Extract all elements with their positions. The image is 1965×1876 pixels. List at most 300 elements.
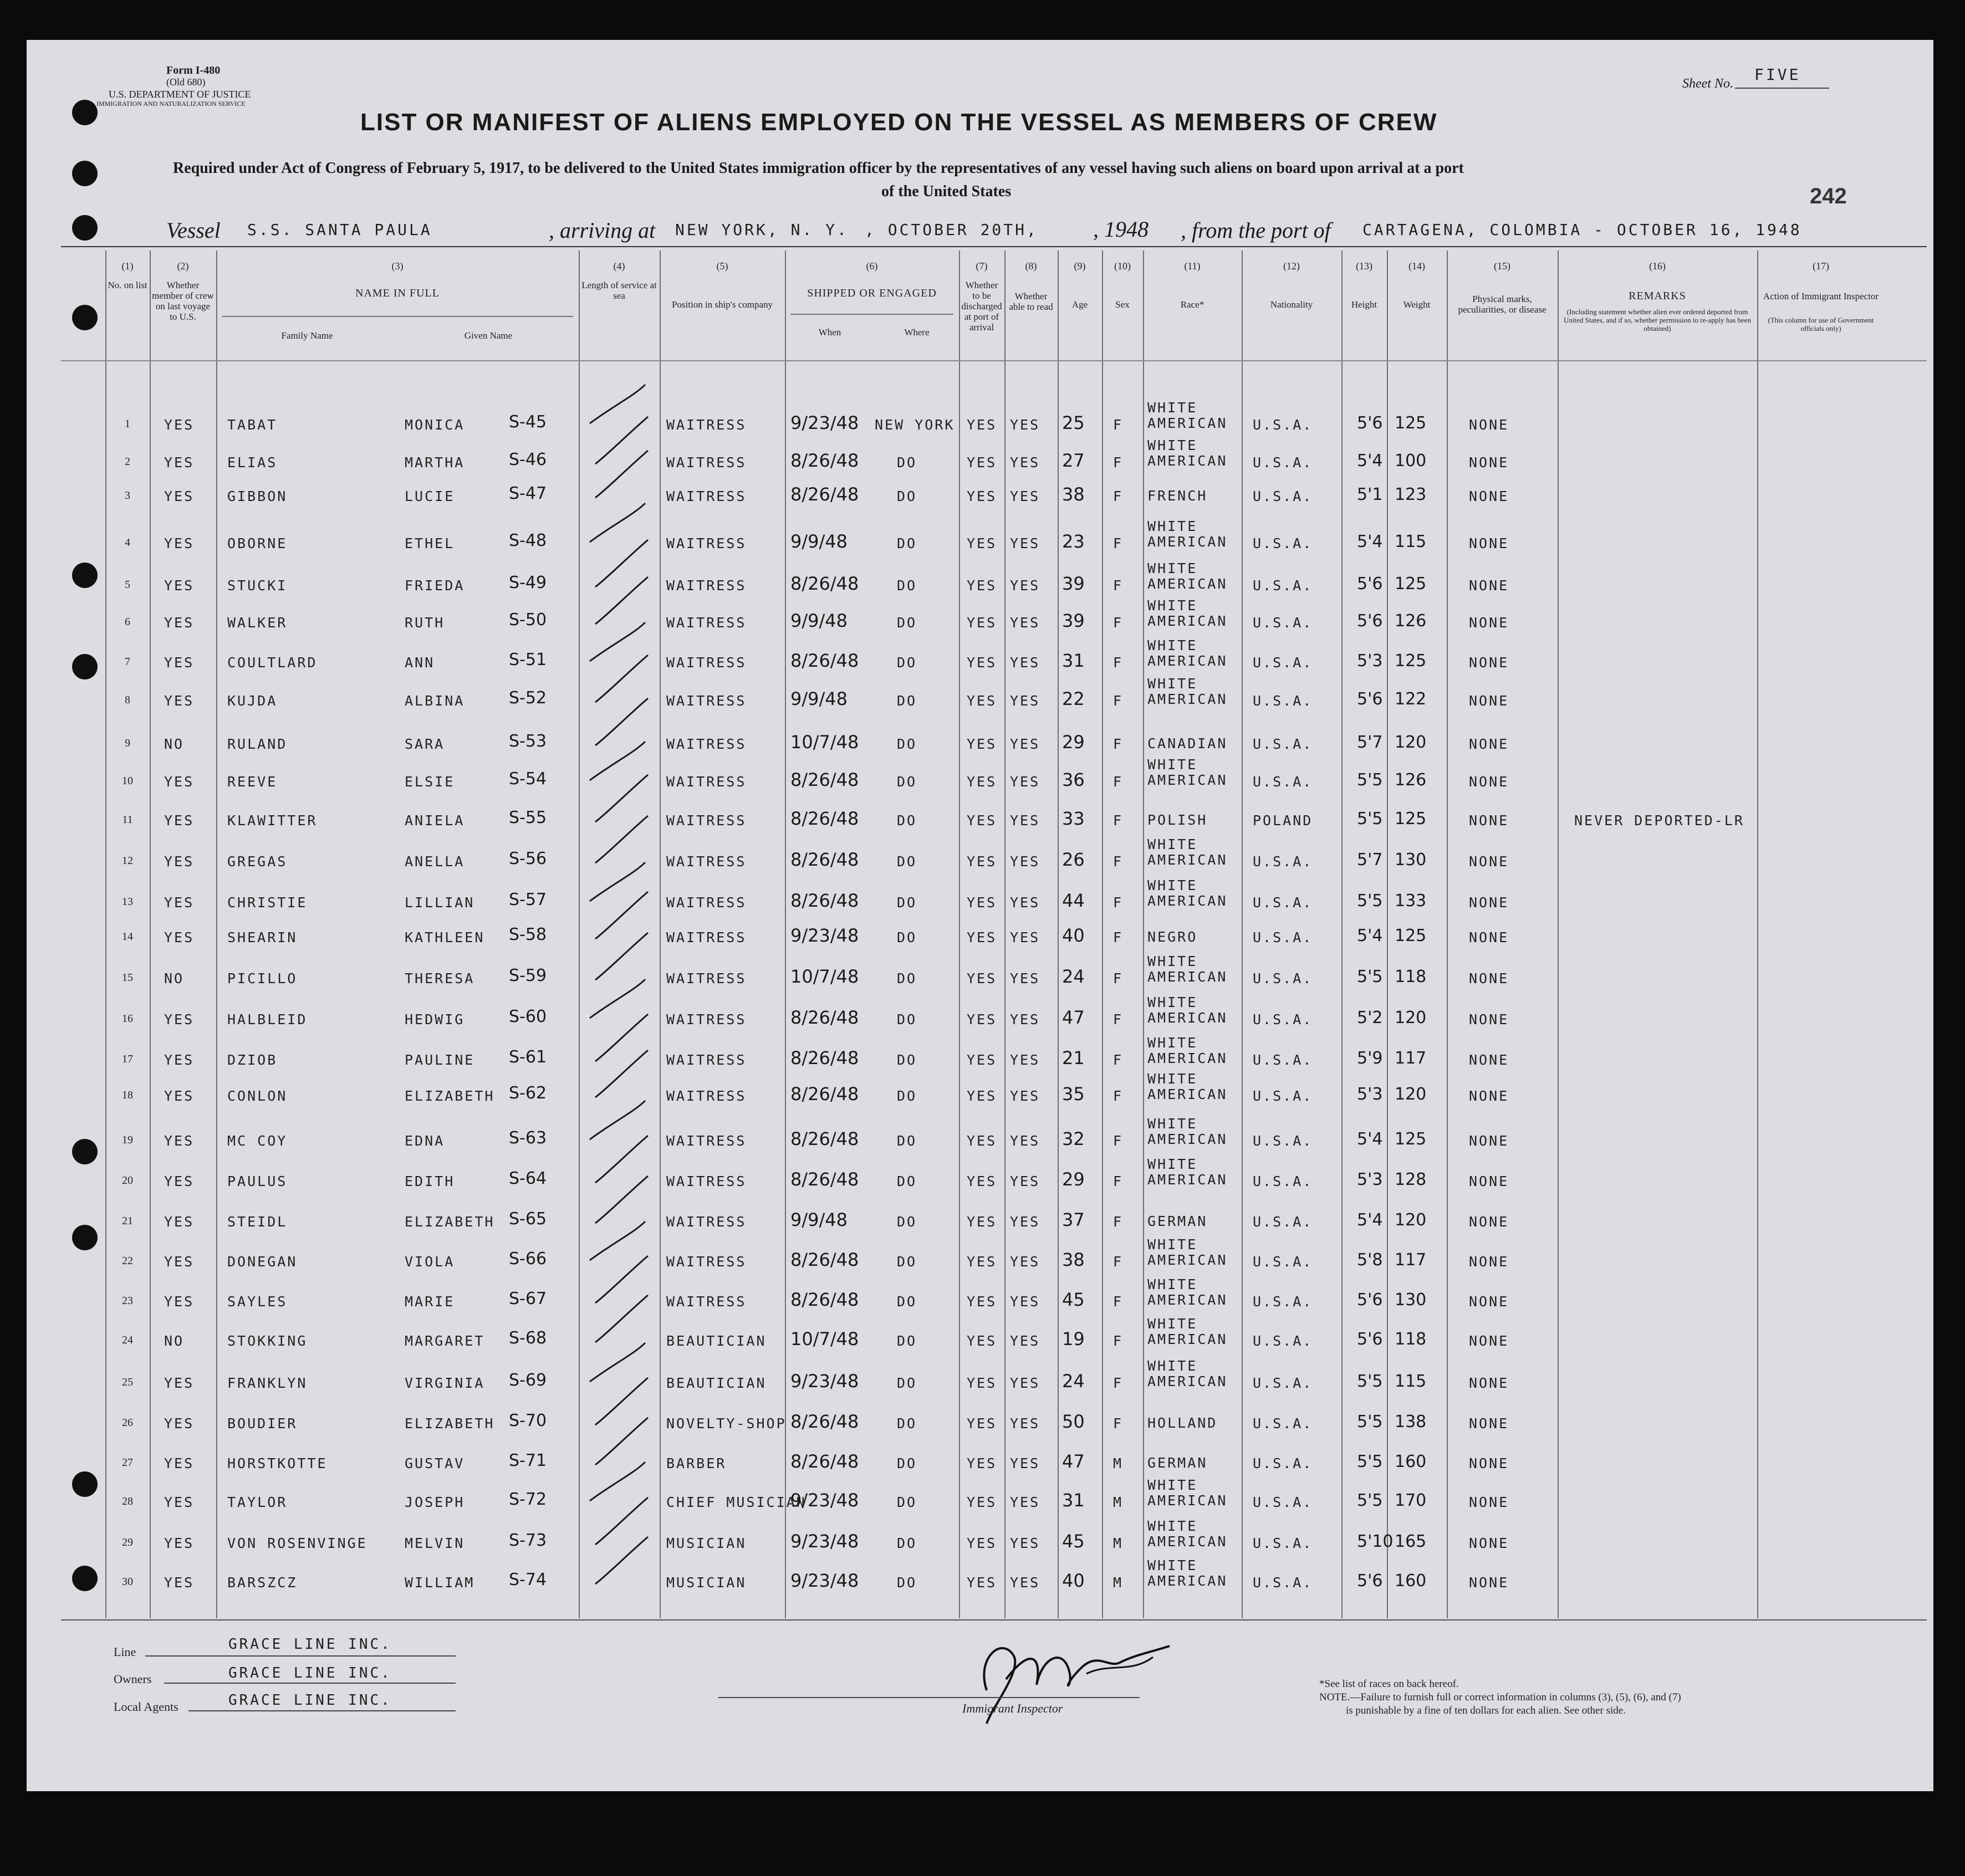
column-heading: Race*	[1180, 299, 1204, 310]
given-name: EDITH	[405, 1173, 455, 1189]
discharged: YES	[967, 1214, 997, 1230]
family-name: CONLON	[227, 1088, 288, 1104]
prev-voyage: YES	[164, 417, 195, 433]
column-number: (8)	[1025, 260, 1037, 272]
height: 5'5	[1357, 1372, 1383, 1391]
shipped-where: DO	[897, 736, 917, 752]
physical-marks: NONE	[1469, 1088, 1509, 1104]
sex: F	[1113, 1415, 1124, 1432]
service-pen-stroke	[590, 622, 645, 661]
age: 31	[1062, 650, 1085, 671]
service-pen-stroke	[590, 1343, 645, 1382]
race: WHITE AMERICAN	[1147, 560, 1228, 592]
family-name: COULTLARD	[227, 655, 318, 671]
physical-marks: NONE	[1469, 894, 1509, 911]
prev-voyage: YES	[164, 894, 195, 911]
shipped-where: DO	[897, 1333, 917, 1349]
sex: F	[1113, 774, 1124, 790]
able-to-read: YES	[1010, 693, 1040, 709]
column-rule	[1558, 251, 1559, 1618]
race: WHITE AMERICAN	[1147, 1316, 1228, 1347]
able-to-read: YES	[1010, 1088, 1040, 1104]
shipped-when: 9/23/48	[790, 1490, 859, 1511]
race: WHITE AMERICAN	[1147, 756, 1228, 788]
weight: 125	[1395, 651, 1427, 671]
age: 25	[1062, 412, 1085, 433]
weight: 130	[1395, 850, 1427, 870]
service-pen-stroke	[590, 1462, 645, 1501]
weight: 120	[1395, 1210, 1427, 1230]
shipped-where: DO	[897, 1535, 917, 1551]
age: 47	[1062, 1451, 1085, 1472]
crew-code: S-56	[509, 849, 547, 868]
age: 50	[1062, 1411, 1085, 1432]
sheet-label: Sheet No.	[1682, 76, 1733, 91]
given-name: GUSTAV	[405, 1455, 465, 1471]
crew-code: S-70	[509, 1411, 547, 1430]
family-name: PICILLO	[227, 970, 298, 986]
inspector-signature	[953, 1624, 1186, 1735]
sex: F	[1113, 1294, 1124, 1310]
nationality: U.S.A.	[1253, 1575, 1313, 1591]
column-heading: Physical marks, peculiarities, or disease	[1458, 294, 1547, 315]
column-heading: Position in ship's company	[671, 299, 773, 310]
position: BARBER	[666, 1455, 727, 1471]
sex: F	[1113, 1254, 1124, 1270]
shipped-where: DO	[897, 929, 917, 945]
crew-code: S-63	[509, 1128, 547, 1148]
column-heading: Height	[1351, 299, 1377, 310]
position: WAITRESS	[666, 577, 747, 594]
discharged: YES	[967, 655, 997, 671]
nationality: U.S.A.	[1253, 488, 1313, 504]
physical-marks: NONE	[1469, 1333, 1509, 1349]
race: WHITE AMERICAN	[1147, 518, 1228, 550]
discharged: YES	[967, 1333, 997, 1349]
row-number: 21	[122, 1215, 133, 1227]
height: 5'10	[1357, 1532, 1394, 1551]
weight: 115	[1395, 532, 1427, 551]
column-number: (16)	[1649, 260, 1666, 272]
weight: 115	[1395, 1372, 1427, 1391]
punch-hole	[72, 1566, 98, 1591]
physical-marks: NONE	[1469, 774, 1509, 790]
discharged: YES	[967, 1294, 997, 1310]
row-number: 15	[122, 972, 133, 984]
crew-code: S-59	[509, 966, 547, 985]
row-number: 29	[122, 1536, 133, 1548]
column-heading: Sex	[1115, 299, 1130, 310]
able-to-read: YES	[1010, 1415, 1040, 1432]
family-name: DZIOB	[227, 1052, 278, 1068]
prev-voyage: YES	[164, 1494, 195, 1510]
remarks: NEVER DEPORTED-LR	[1574, 812, 1744, 829]
crew-code: S-46	[509, 450, 547, 469]
row-number: 22	[122, 1255, 133, 1267]
crew-code: S-48	[509, 531, 547, 550]
position: WAITRESS	[666, 812, 747, 829]
position: WAITRESS	[666, 774, 747, 790]
shipped-where: DO	[897, 1088, 917, 1104]
race: WHITE AMERICAN	[1147, 994, 1228, 1026]
service-pen-stroke	[595, 1537, 648, 1584]
discharged: YES	[967, 1455, 997, 1471]
age: 40	[1062, 925, 1085, 946]
row-number: 3	[125, 489, 130, 502]
able-to-read: YES	[1010, 454, 1040, 471]
race: WHITE AMERICAN	[1147, 400, 1228, 431]
prev-voyage: YES	[164, 1254, 195, 1270]
column-rule	[1387, 251, 1388, 1618]
heading-sub-rule	[790, 314, 953, 315]
shipped-where: DO	[897, 1133, 917, 1149]
shipped-when: 8/26/48	[790, 1007, 859, 1028]
nationality: U.S.A.	[1253, 1011, 1313, 1028]
given-name: ELIZABETH	[405, 1088, 495, 1104]
physical-marks: NONE	[1469, 1575, 1509, 1591]
arriving-port: NEW YORK, N. Y.	[675, 221, 849, 239]
shipped-when: 9/9/48	[790, 531, 848, 552]
discharged: YES	[967, 1575, 997, 1591]
position: WAITRESS	[666, 894, 747, 911]
shipped-when: 9/9/48	[790, 688, 848, 709]
position: MUSICIAN	[666, 1535, 747, 1551]
family-name: CHRISTIE	[227, 894, 308, 911]
shipped-where: DO	[897, 1173, 917, 1189]
row-number: 23	[122, 1295, 133, 1307]
able-to-read: YES	[1010, 1535, 1040, 1551]
position: WAITRESS	[666, 417, 747, 433]
physical-marks: NONE	[1469, 929, 1509, 945]
weight: 130	[1395, 1290, 1427, 1310]
column-number: (13)	[1356, 260, 1372, 272]
race: WHITE AMERICAN	[1147, 676, 1228, 707]
given-name: HEDWIG	[405, 1011, 465, 1028]
shipped-when: 9/23/48	[790, 925, 859, 946]
sex: F	[1113, 894, 1124, 911]
nationality: U.S.A.	[1253, 894, 1313, 911]
punch-hole	[72, 563, 98, 588]
given-name: EDNA	[405, 1133, 445, 1149]
prev-voyage: YES	[164, 1415, 195, 1432]
shipped-when: 8/26/48	[790, 484, 859, 505]
given-name: THERESA	[405, 970, 475, 986]
discharged: YES	[967, 417, 997, 433]
sheet-underline	[1735, 88, 1829, 89]
position: WAITRESS	[666, 736, 747, 752]
column-number: (14)	[1408, 260, 1425, 272]
prev-voyage: YES	[164, 488, 195, 504]
family-name: GREGAS	[227, 853, 288, 870]
height: 5'9	[1357, 1049, 1383, 1068]
row-number: 28	[122, 1495, 133, 1507]
prev-voyage: YES	[164, 812, 195, 829]
discharged: YES	[967, 774, 997, 790]
weight: 125	[1395, 413, 1427, 433]
departure-port: CARTAGENA, COLOMBIA - OCTOBER 16, 1948	[1362, 221, 1802, 239]
given-name: WILLIAM	[405, 1575, 475, 1591]
prev-voyage: YES	[164, 655, 195, 671]
given-name: MARTHA	[405, 454, 465, 471]
able-to-read: YES	[1010, 736, 1040, 752]
given-name-heading: Given Name	[464, 330, 513, 341]
height: 5'5	[1357, 1491, 1383, 1510]
column-number: (9)	[1074, 260, 1086, 272]
shipped-where: DO	[897, 655, 917, 671]
sex: F	[1113, 535, 1124, 551]
line-value: GRACE LINE INC.	[228, 1636, 392, 1653]
family-name: REEVE	[227, 774, 278, 790]
given-name: ANIELA	[405, 812, 465, 829]
height: 5'2	[1357, 1008, 1383, 1028]
row-number: 8	[125, 694, 130, 706]
owners-value: GRACE LINE INC.	[228, 1665, 392, 1681]
shipped-when: 9/23/48	[790, 1570, 859, 1591]
prev-voyage: YES	[164, 1214, 195, 1230]
column-heading: Weight	[1403, 299, 1431, 310]
given-name: ANN	[405, 655, 435, 671]
weight: 138	[1395, 1412, 1427, 1432]
shipped-when: 8/26/48	[790, 769, 859, 790]
age: 39	[1062, 573, 1085, 594]
race: WHITE AMERICAN	[1147, 1477, 1228, 1509]
discharged: YES	[967, 535, 997, 551]
sex: F	[1113, 1011, 1124, 1028]
weight: 126	[1395, 770, 1427, 790]
discharged: YES	[967, 693, 997, 709]
prev-voyage: YES	[164, 535, 195, 551]
discharged: YES	[967, 1011, 997, 1028]
sex: F	[1113, 693, 1124, 709]
vessel-name: S.S. SANTA PAULA	[247, 221, 432, 239]
crew-code: S-52	[509, 688, 547, 708]
crew-code: S-71	[509, 1451, 547, 1470]
service-name: IMMIGRATION AND NATURALIZATION SERVICE	[96, 100, 246, 108]
given-name: MARGARET	[405, 1333, 485, 1349]
age: 31	[1062, 1490, 1085, 1511]
position: MUSICIAN	[666, 1575, 747, 1591]
able-to-read: YES	[1010, 655, 1040, 671]
age: 45	[1062, 1531, 1085, 1552]
physical-marks: NONE	[1469, 535, 1509, 551]
row-number: 13	[122, 896, 133, 908]
service-pen-stroke	[595, 577, 648, 624]
department: U.S. DEPARTMENT OF JUSTICE	[109, 89, 251, 100]
nationality: U.S.A.	[1253, 1375, 1313, 1391]
nationality: U.S.A.	[1253, 1088, 1313, 1104]
physical-marks: NONE	[1469, 1254, 1509, 1270]
able-to-read: YES	[1010, 929, 1040, 945]
weight: 160	[1395, 1452, 1427, 1471]
shipped-when: 9/9/48	[790, 610, 848, 631]
column-heading: SHIPPED OR ENGAGED	[807, 287, 937, 299]
height: 5'5	[1357, 891, 1383, 911]
crew-code: S-61	[509, 1047, 547, 1067]
nationality: U.S.A.	[1253, 454, 1313, 471]
race: FRENCH	[1147, 488, 1208, 504]
service-pen-stroke	[590, 385, 645, 423]
footer-rule	[61, 1619, 1927, 1621]
position: WAITRESS	[666, 1173, 747, 1189]
position: WAITRESS	[666, 1088, 747, 1104]
position: WAITRESS	[666, 1011, 747, 1028]
able-to-read: YES	[1010, 1294, 1040, 1310]
sex: M	[1113, 1494, 1124, 1510]
prev-voyage: YES	[164, 929, 195, 945]
crew-code: S-62	[509, 1083, 547, 1103]
family-name: GIBBON	[227, 488, 288, 504]
age: 44	[1062, 890, 1085, 911]
nationality: U.S.A.	[1253, 1294, 1313, 1310]
shipped-where: NEW YORK	[875, 417, 955, 433]
shipped-where: DO	[897, 1011, 917, 1028]
prev-voyage: YES	[164, 1375, 195, 1391]
discharged: YES	[967, 1133, 997, 1149]
agents-label: Local Agents	[114, 1700, 178, 1714]
race: WHITE AMERICAN	[1147, 1358, 1228, 1389]
given-name: SARA	[405, 736, 445, 752]
service-pen-stroke	[595, 1418, 648, 1465]
crew-code: S-64	[509, 1169, 547, 1188]
able-to-read: YES	[1010, 1214, 1040, 1230]
shipped-where: DO	[897, 693, 917, 709]
able-to-read: YES	[1010, 577, 1040, 594]
column-rule	[959, 251, 960, 1618]
column-heading: Nationality	[1270, 299, 1313, 310]
age: 23	[1062, 531, 1085, 552]
physical-marks: NONE	[1469, 1535, 1509, 1551]
service-pen-stroke	[590, 979, 645, 1018]
nationality: U.S.A.	[1253, 1494, 1313, 1510]
prev-voyage: YES	[164, 1294, 195, 1310]
service-pen-stroke	[595, 655, 648, 702]
remarks-note: (Including statement whether alien ever ordered deported from United States, and if so, whether permission to re-apply has been obtained)	[1564, 308, 1751, 333]
sex: F	[1113, 736, 1124, 752]
crew-code: S-49	[509, 573, 547, 592]
position: CHIEF MUSICIAN	[666, 1494, 807, 1510]
sex: F	[1113, 454, 1124, 471]
physical-marks: NONE	[1469, 693, 1509, 709]
races-note: *See list of races on back hereof.	[1319, 1678, 1459, 1690]
family-name: STUCKI	[227, 577, 288, 594]
service-pen-stroke	[595, 540, 648, 587]
shipped-when: 8/26/48	[790, 1249, 859, 1270]
row-number: 14	[122, 931, 133, 943]
discharged: YES	[967, 1052, 997, 1068]
shipped-when: 8/26/48	[790, 650, 859, 671]
nationality: U.S.A.	[1253, 1254, 1313, 1270]
nationality: U.S.A.	[1253, 1455, 1313, 1471]
sex: F	[1113, 853, 1124, 870]
race: WHITE AMERICAN	[1147, 637, 1228, 669]
heading-sub-rule	[222, 316, 573, 317]
row-number: 19	[122, 1134, 133, 1146]
weight: 118	[1395, 967, 1427, 986]
weight: 165	[1395, 1532, 1427, 1551]
punch-hole	[72, 1471, 98, 1497]
physical-marks: NONE	[1469, 1375, 1509, 1391]
page-title: LIST OR MANIFEST OF ALIENS EMPLOYED ON THE VESSEL AS MEMBERS OF CREW	[360, 109, 1438, 136]
sex: F	[1113, 577, 1124, 594]
service-pen-stroke	[595, 1256, 648, 1303]
column-number: (4)	[613, 260, 625, 272]
weight: 170	[1395, 1491, 1427, 1510]
column-heading: Whether member of crew on last voyage to U.S.	[152, 280, 214, 322]
given-name: ELIZABETH	[405, 1214, 495, 1230]
owners-underline	[164, 1683, 456, 1684]
family-name: MC COY	[227, 1133, 288, 1149]
header-rule	[61, 246, 1927, 247]
nationality: U.S.A.	[1253, 853, 1313, 870]
nationality: U.S.A.	[1253, 1535, 1313, 1551]
column-heading: NAME IN FULL	[355, 287, 440, 299]
nationality: POLAND	[1253, 812, 1313, 829]
action-note: (This column for use of Government officials only)	[1768, 316, 1874, 333]
discharged: YES	[967, 615, 997, 631]
prev-voyage: YES	[164, 1455, 195, 1471]
shipped-when: 9/23/48	[790, 1371, 859, 1392]
able-to-read: YES	[1010, 1455, 1040, 1471]
column-heading: REMARKS	[1629, 290, 1686, 302]
physical-marks: NONE	[1469, 615, 1509, 631]
agents-underline	[188, 1710, 456, 1711]
service-pen-stroke	[595, 816, 648, 863]
form-old: (Old 680)	[166, 76, 206, 88]
row-number: 1	[125, 418, 130, 430]
physical-marks: NONE	[1469, 1011, 1509, 1028]
sex: F	[1113, 1333, 1124, 1349]
able-to-read: YES	[1010, 1333, 1040, 1349]
agents-value: GRACE LINE INC.	[228, 1692, 392, 1709]
sex: F	[1113, 1052, 1124, 1068]
able-to-read: YES	[1010, 488, 1040, 504]
column-heading: No. on list	[108, 280, 147, 290]
age: 32	[1062, 1128, 1085, 1149]
nationality: U.S.A.	[1253, 1052, 1313, 1068]
weight: 122	[1395, 689, 1427, 709]
position: WAITRESS	[666, 693, 747, 709]
shipped-where: DO	[897, 812, 917, 829]
position: WAITRESS	[666, 535, 747, 551]
column-heading: Whether able to read	[1009, 291, 1053, 312]
able-to-read: YES	[1010, 1133, 1040, 1149]
discharged: YES	[967, 1494, 997, 1510]
shipped-where: DO	[897, 1254, 917, 1270]
shipped-when: 8/26/48	[790, 1083, 859, 1105]
age: 38	[1062, 484, 1085, 505]
discharged: YES	[967, 1173, 997, 1189]
discharged: YES	[967, 736, 997, 752]
header-bottom-rule	[61, 360, 1927, 361]
shipped-when: 8/26/48	[790, 1169, 859, 1190]
row-number: 10	[122, 775, 133, 787]
age: 19	[1062, 1328, 1085, 1350]
height: 5'4	[1357, 1210, 1383, 1230]
sex: M	[1113, 1575, 1124, 1591]
physical-marks: NONE	[1469, 655, 1509, 671]
subtitle-line2: of the United States	[881, 183, 1012, 200]
nationality: U.S.A.	[1253, 970, 1313, 986]
height: 5'7	[1357, 733, 1383, 752]
height: 5'6	[1357, 1290, 1383, 1310]
race: WHITE AMERICAN	[1147, 953, 1228, 985]
age: 29	[1062, 732, 1085, 753]
given-name: MELVIN	[405, 1535, 465, 1551]
row-number: 7	[125, 656, 130, 668]
able-to-read: YES	[1010, 853, 1040, 870]
prev-voyage: NO	[164, 970, 185, 986]
position: WAITRESS	[666, 853, 747, 870]
